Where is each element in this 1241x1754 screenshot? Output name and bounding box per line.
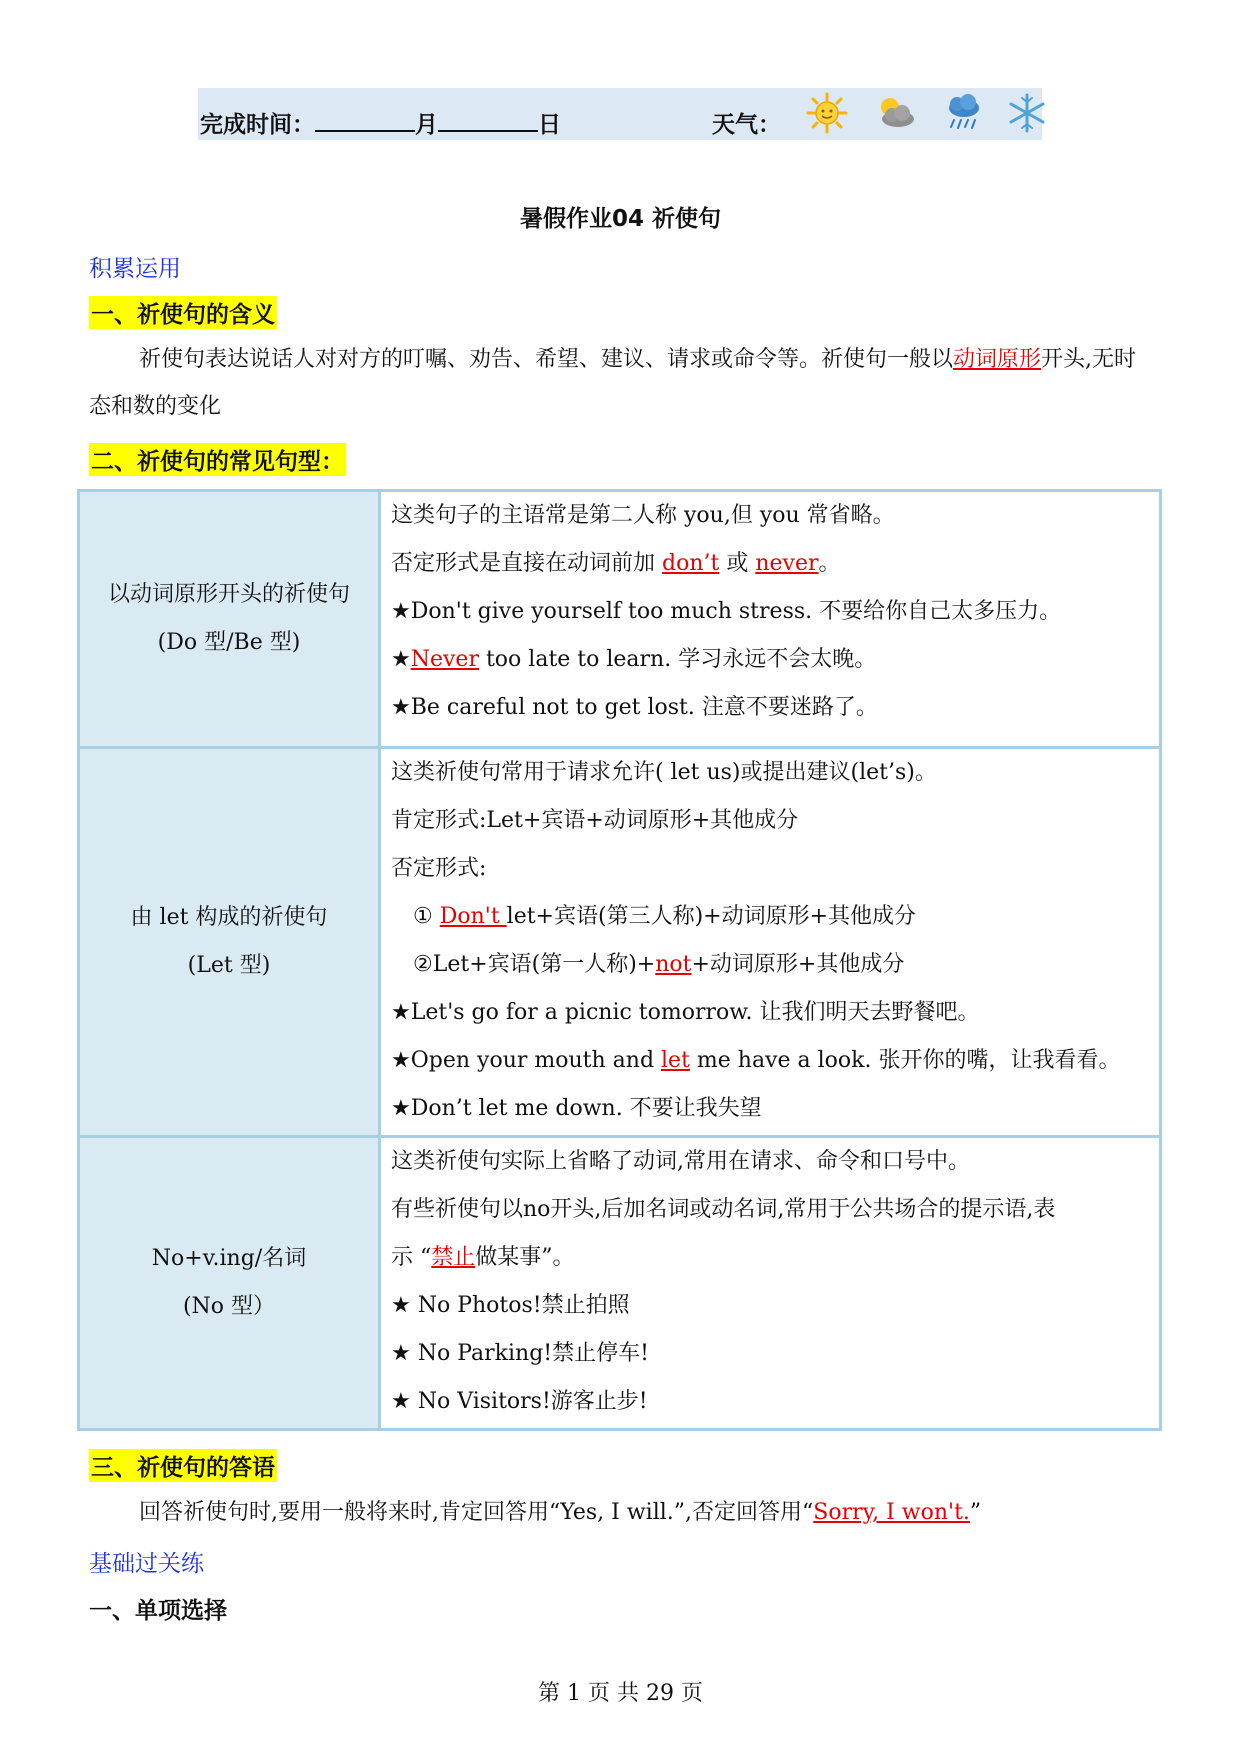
page-title: 暑假作业04 祈使句 <box>519 206 721 232</box>
page-number: 第 1 页 共 29 页 <box>538 1681 703 1706</box>
day-blank <box>438 112 538 132</box>
example-line: ★Be careful not to get lost. 注意不要迷路了。 <box>391 695 878 720</box>
completion-label: 完成时间： <box>200 112 315 138</box>
detail-line: 这类祈使句常用于请求允许( let us)或提出建议(let’s)。 <box>391 760 937 785</box>
completion-time-line <box>200 106 561 139</box>
pattern-name-cell <box>79 491 380 748</box>
meaning-paragraph <box>89 336 1154 430</box>
detail-line: 这类句子的主语常是第二人称 you,但 you 常省略。 <box>391 503 895 528</box>
section-practice: 基础过关练 <box>89 1551 204 1577</box>
responses-paragraph <box>89 1489 1154 1536</box>
pattern-name: No+v.ing/名词 <box>151 1246 307 1271</box>
highlight-not: not <box>655 952 692 977</box>
responses-text: 回答祈使句时,要用一般将来时,肯定回答用“Yes, I will.”,否定回答用“ <box>139 1500 814 1525</box>
highlight-never: never <box>755 551 819 576</box>
table-row <box>79 748 1161 1137</box>
sun-icon <box>806 92 848 134</box>
pattern-type: (No 型） <box>182 1294 276 1319</box>
detail-line: 肯定形式:Let+宾语+动词原形+其他成分 <box>391 808 799 833</box>
detail-line: 这类祈使句实际上省略了动词,常用在请求、命令和口号中。 <box>391 1149 970 1174</box>
pattern-name-cell <box>79 1137 380 1430</box>
highlight-prohibit: 禁止 <box>431 1245 476 1270</box>
pattern-type: (Let 型) <box>187 953 271 978</box>
pattern-detail-cell <box>380 1137 1161 1430</box>
table-row <box>79 1137 1161 1430</box>
detail-line: 否定形式: <box>391 856 487 881</box>
patterns-table <box>77 489 1162 1431</box>
weather-label: 天气： <box>712 112 781 138</box>
month-blank <box>315 112 415 132</box>
partly-cloudy-icon <box>874 92 916 134</box>
example-line: ★ No Visitors!游客止步! <box>391 1389 648 1414</box>
pattern-detail-cell <box>380 748 1161 1137</box>
month-label: 月 <box>415 112 438 138</box>
highlight-verb-base: 动词原形 <box>953 347 1042 372</box>
example-line: ★Let's go for a picnic tomorrow. 让我们明天去野餐吧。 <box>391 1000 980 1025</box>
heading-responses: 三、祈使句的答语 <box>89 1449 277 1482</box>
example-line: ★Open your mouth and let me have a look. 张开你的嘴，让我看看。 <box>391 1048 1121 1073</box>
detail-line: 有些祈使句以no开头,后加名词或动名词,常用于公共场合的提示语,表 <box>391 1197 1056 1222</box>
heading-patterns: 二、祈使句的常见句型： <box>89 443 346 476</box>
pattern-detail-cell <box>380 491 1161 748</box>
detail-line: ②Let+宾语(第一人称)+not+动词原形+其他成分 <box>413 952 905 977</box>
responses-text-end: ” <box>969 1500 982 1525</box>
highlight-let: let <box>661 1048 690 1073</box>
detail-line: 否定形式是直接在动词前加 don’t 或 never。 <box>391 551 841 576</box>
example-line: ★Don’t let me down. 不要让我失望 <box>391 1096 762 1121</box>
day-label: 日 <box>538 112 561 138</box>
pattern-name-cell <box>79 748 380 1137</box>
pattern-name: 以动词原形开头的祈使句 <box>107 582 350 607</box>
highlight-sorry-answer: Sorry, I won't. <box>813 1500 970 1525</box>
detail-line: 示 “禁止做某事”。 <box>391 1245 575 1270</box>
meaning-text: 祈使句表达说话人对对方的叮嘱、劝告、希望、建议、请求或命令等。祈使句一般以 <box>139 347 954 372</box>
section-accumulate: 积累运用 <box>89 256 181 282</box>
example-line: ★ No Photos!禁止拍照 <box>391 1293 630 1318</box>
highlight-never-example: Never <box>410 647 479 672</box>
detail-line: ① Don't let+宾语(第三人称)+动词原形+其他成分 <box>413 904 917 929</box>
example-line: ★ No Parking!禁止停车! <box>391 1341 649 1366</box>
highlight-dont-let: Don't <box>439 904 507 929</box>
meaning-text-end: 开头,无时态和数的变化 <box>89 347 1137 419</box>
heading-meaning: 一、祈使句的含义 <box>89 296 277 329</box>
snowflake-icon <box>1006 92 1048 134</box>
rain-icon <box>942 92 984 134</box>
highlight-dont: don’t <box>662 551 720 576</box>
pattern-type: (Do 型/Be 型) <box>157 630 301 655</box>
example-line: ★Don't give yourself too much stress. 不要给你自己太多压力。 <box>391 599 1062 624</box>
example-line: ★Never too late to learn. 学习永远不会太晚。 <box>391 647 877 672</box>
heading-single-choice: 一、单项选择 <box>89 1598 227 1624</box>
table-row <box>79 491 1161 748</box>
pattern-name: 由 let 构成的祈使句 <box>130 905 328 930</box>
